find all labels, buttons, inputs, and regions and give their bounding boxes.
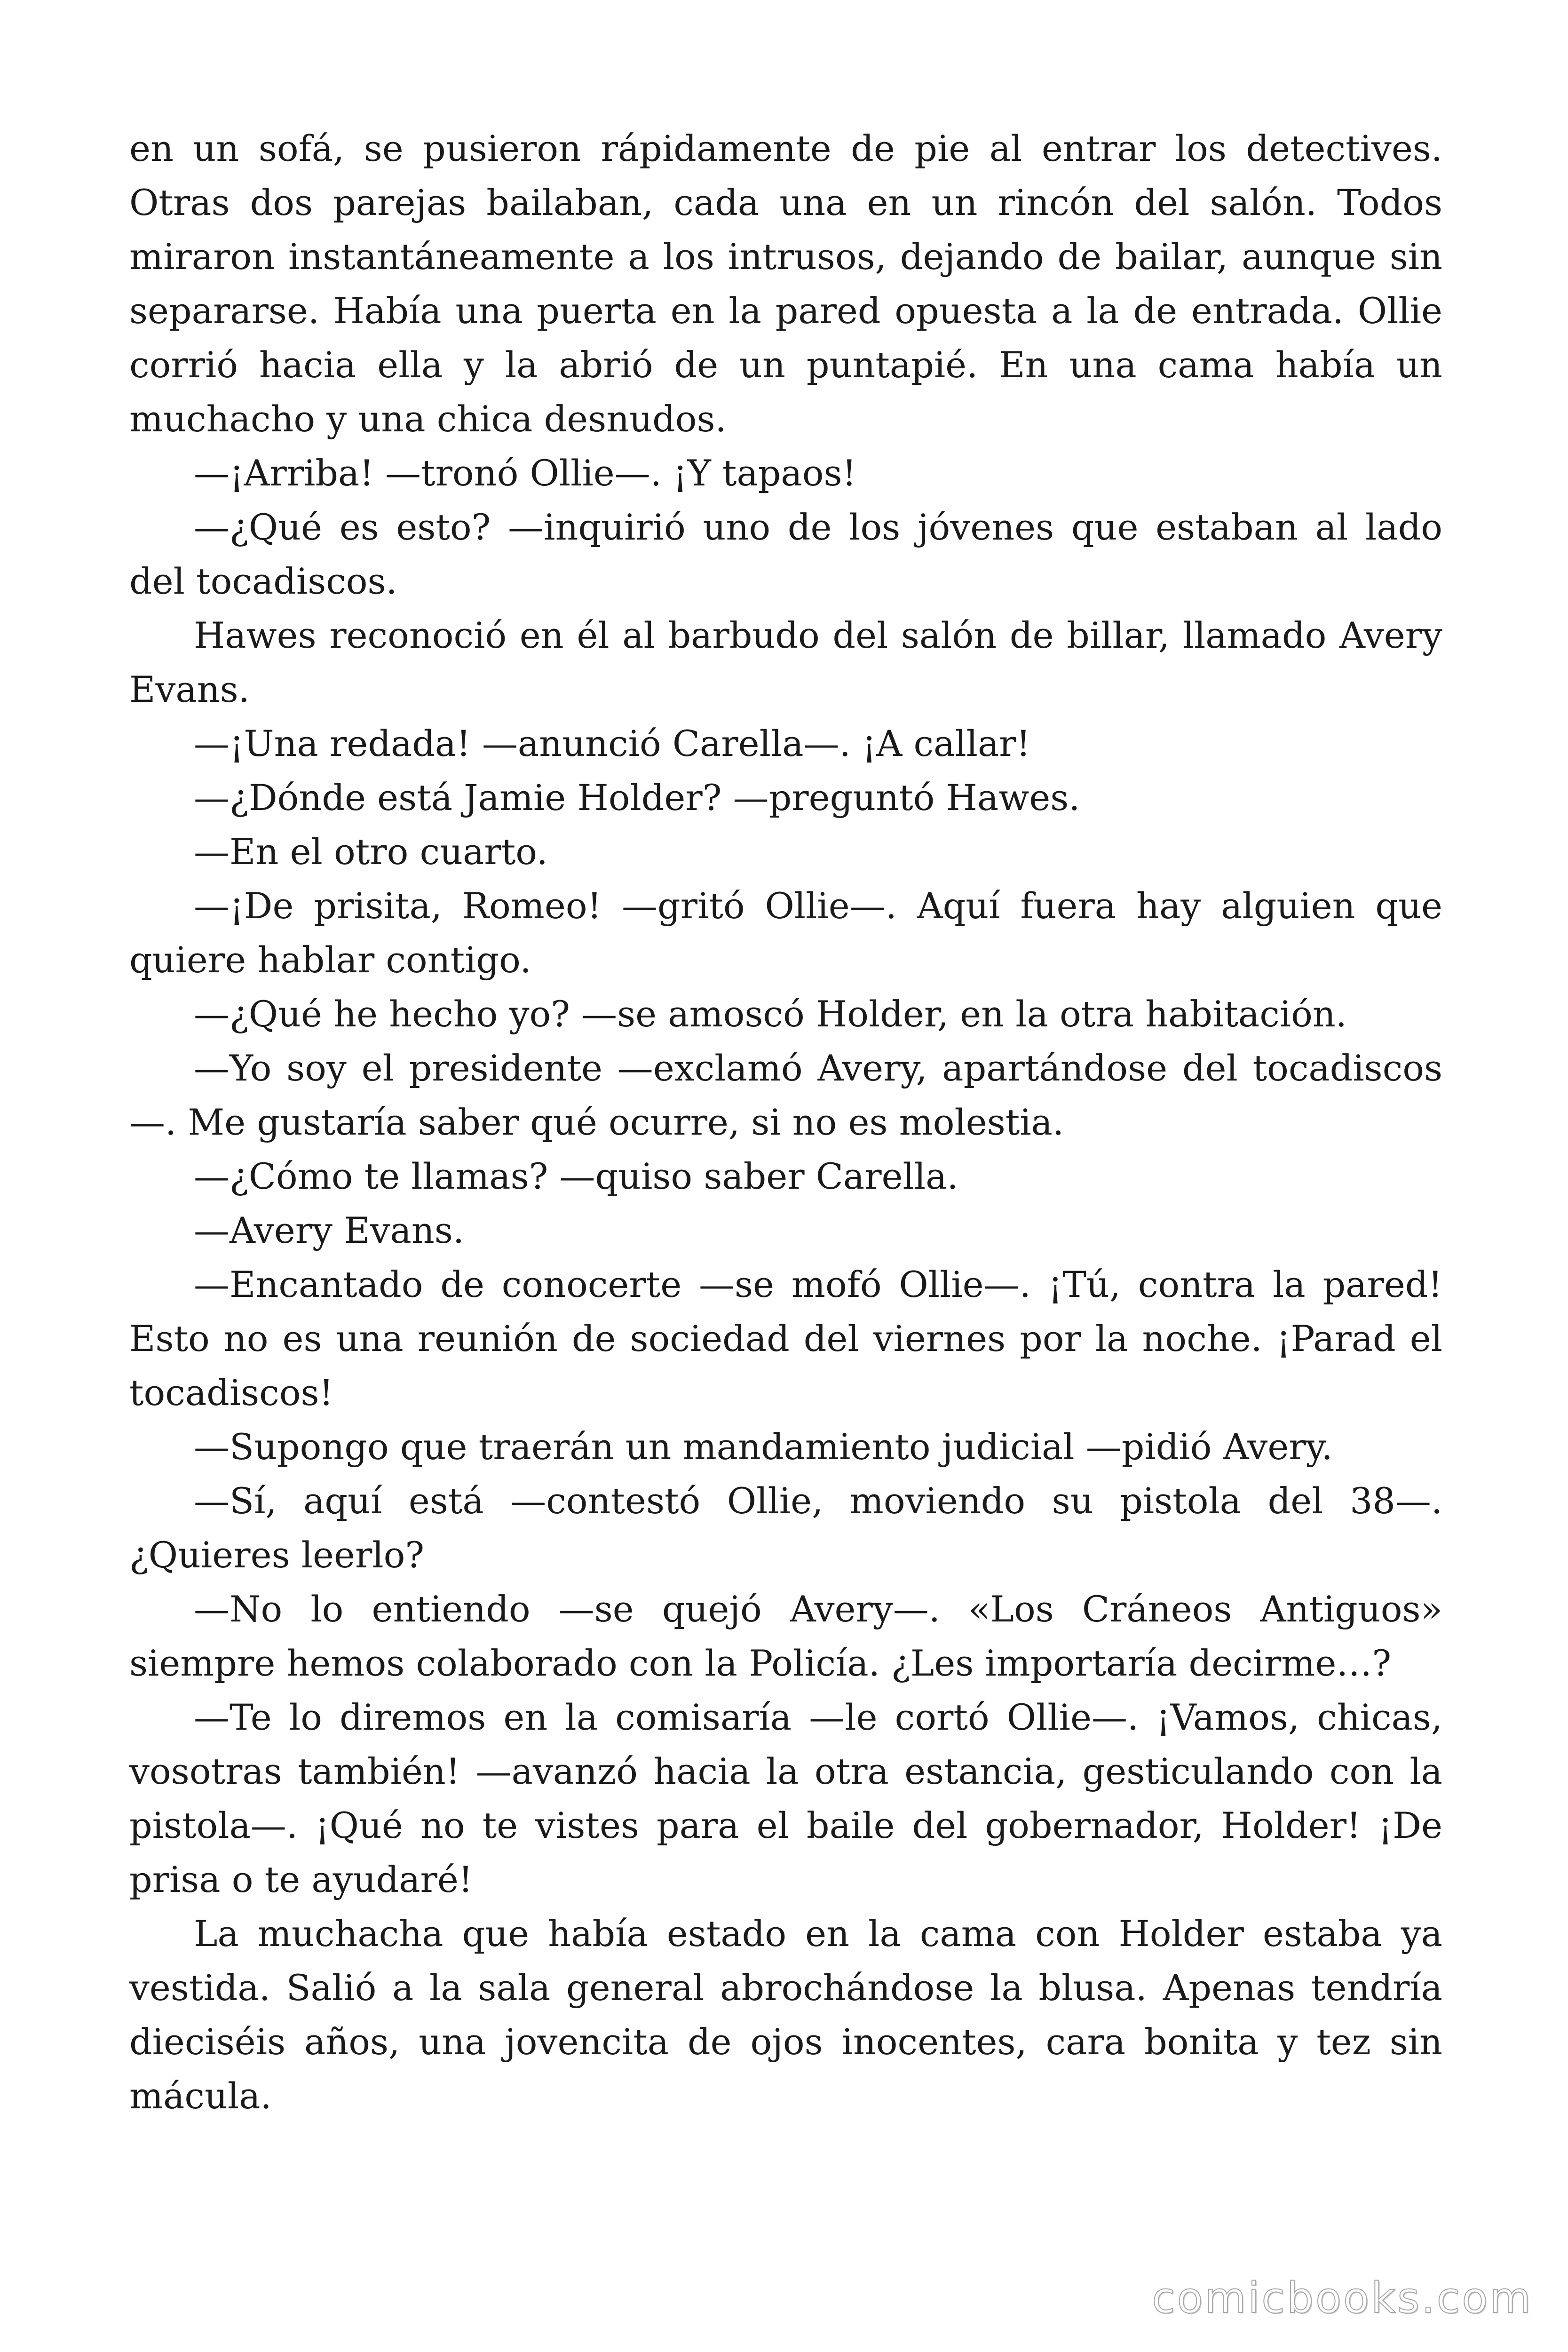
paragraph-17: —Te lo diremos en la comisaría —le cortó Ollie—. ¡Vamos, chicas, vosotras también! —avanzó hacia la otra estancia, gesticulando con la pistola—. ¡Qué no te vistes para el baile del gobernador, Holder! ¡De prisa o te ayudaré! (129, 1696, 1442, 1900)
paragraph-2: —¡Arriba! —tronó Ollie—. ¡Y tapaos! (194, 452, 857, 494)
paragraph-16: —No lo entiendo —se quejó Avery—. «Los Cráneos Antiguos» siempre hemos colaborado con la Policía. ¿Les importaría decirme…? (129, 1588, 1442, 1684)
paragraph-18: La muchacha que había estado en la cama con Holder estaba ya vestida. Salió a la sala general abrochándose la blusa. Apenas tendría dieciséis años, una jovencita de ojos inocentes, cara bonita y tez sin mácula. (129, 1913, 1442, 2117)
paragraph-15: —Sí, aquí está —contestó Ollie, moviendo su pistola del 38—. ¿Quieres leerlo? (129, 1480, 1442, 1576)
page-body-text (129, 121, 1442, 2123)
paragraph-1: en un sofá, se pusieron rápidamente de pie al entrar los detectives. Otras dos parejas bailaban, cada una en un rincón del salón. Todos miraron instantáneamente a los intrusos, dejando de bailar, aunque sin separarse. Había una puerta en la pared opuesta a la de entrada. Ollie corrió hacia ella y la abrió de un puntapié. En una cama había un muchacho y una chica desnudos. (129, 127, 1442, 440)
paragraph-14: —Supongo que traerán un mandamiento judicial —pidió Avery. (194, 1426, 1333, 1468)
paragraph-13: —Encantado de conocerte —se mofó Ollie—. ¡Tú, contra la pared! Esto no es una reunión de sociedad del viernes por la noche. ¡Parad el tocadiscos! (129, 1263, 1442, 1414)
paragraph-4: Hawes reconoció en él al barbudo del salón de billar, llamado Avery Evans. (129, 614, 1442, 710)
paragraph-12: —Avery Evans. (194, 1209, 464, 1251)
paragraph-6: —¿Dónde está Jamie Holder? —preguntó Hawes. (194, 777, 1080, 818)
watermark-logo: comicbooks.com (1152, 2273, 1533, 2323)
paragraph-11: —¿Cómo te llamas? —quiso saber Carella. (194, 1155, 958, 1197)
paragraph-7: —En el otro cuarto. (194, 831, 548, 873)
paragraph-3: —¿Qué es esto? —inquirió uno de los jóvenes que estaban al lado del tocadiscos. (129, 506, 1442, 602)
paragraph-9: —¿Qué he hecho yo? —se amoscó Holder, en la otra habitación. (194, 993, 1347, 1035)
paragraph-5: —¡Una redada! —anunció Carella—. ¡A callar! (194, 723, 1031, 764)
paragraph-10: —Yo soy el presidente —exclamó Avery, apartándose del tocadiscos—. Me gustaría saber qué ocurre, si no es molestia. (129, 1047, 1442, 1143)
paragraph-8: —¡De prisita, Romeo! —gritó Ollie—. Aquí fuera hay alguien que quiere hablar contigo. (129, 885, 1442, 981)
